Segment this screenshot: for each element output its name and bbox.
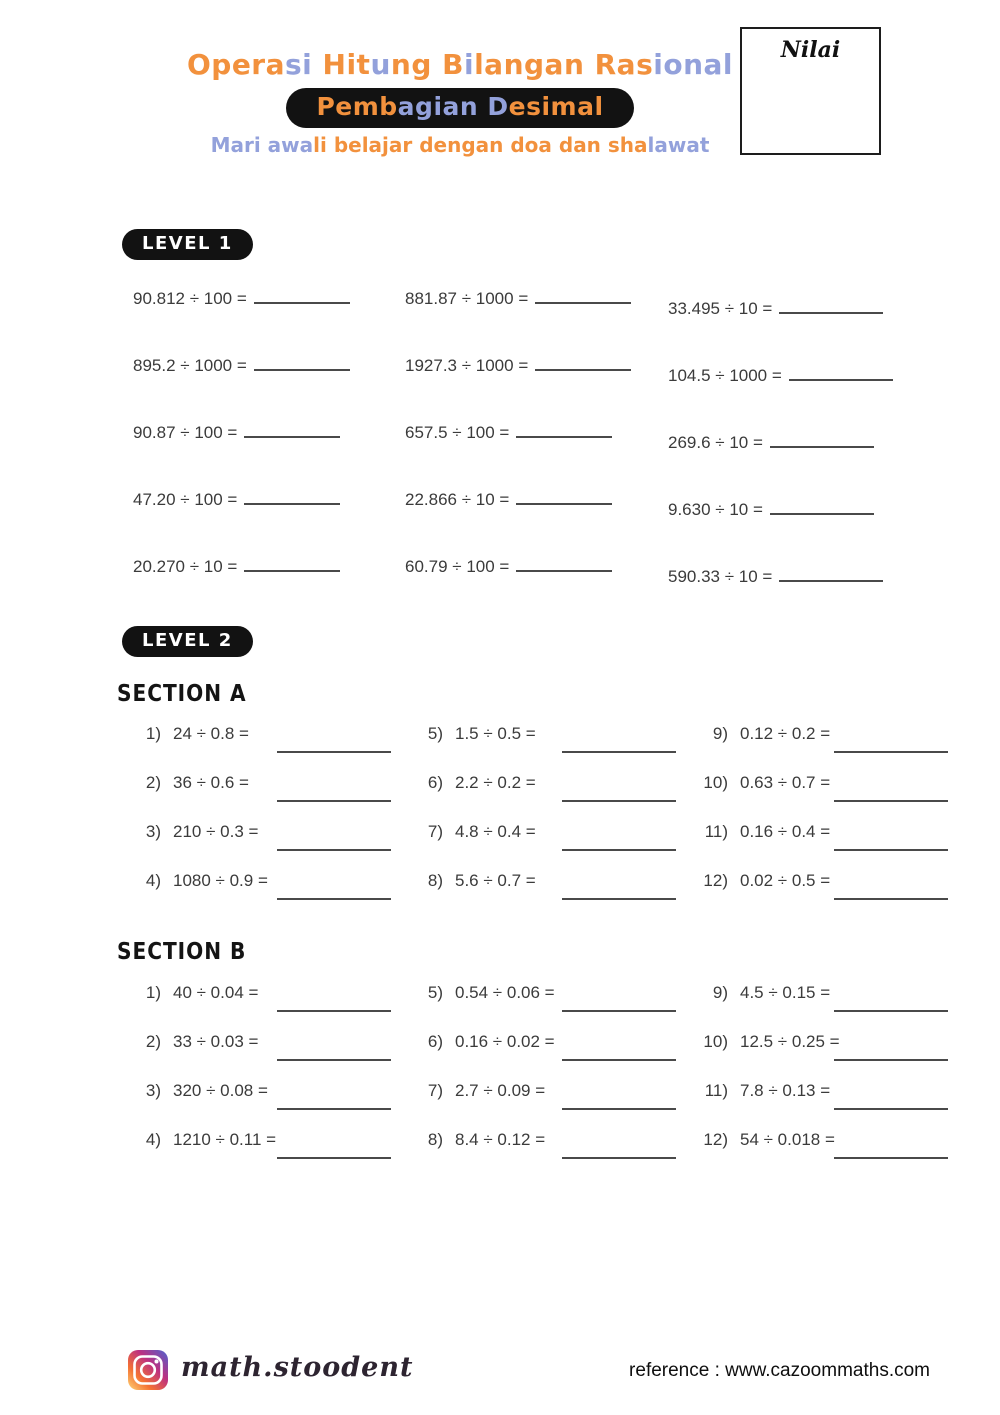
section-a-problem [690, 871, 962, 920]
title-segment: ng B [390, 48, 464, 81]
problem-expression: 657.5 ÷ 100 = [405, 423, 510, 443]
problem-text [123, 724, 405, 744]
section-a-title: SECTION A [117, 680, 247, 707]
section-b-problem [123, 1032, 405, 1081]
level1-problem [405, 288, 668, 355]
problem-number: 2) [145, 773, 161, 792]
subtitle-segment: Mari awa [210, 133, 314, 157]
answer-line [779, 298, 883, 314]
problem-expression: 9.630 ÷ 10 = [668, 500, 763, 520]
problem-number: 3) [145, 1081, 161, 1100]
problem-expression: 90.87 ÷ 100 = [133, 423, 238, 443]
answer-line [562, 800, 676, 802]
answer-line [535, 355, 631, 371]
problem-expression: 0.12 ÷ 0.2 = [740, 724, 831, 743]
problem-text [123, 822, 405, 842]
answer-line [562, 1157, 676, 1159]
badge-segment: esimal [508, 92, 604, 121]
answer-line [562, 1010, 676, 1012]
problem-text [123, 773, 405, 793]
problem-text [405, 822, 690, 842]
level1-problem [133, 422, 405, 489]
problem-expression: 90.812 ÷ 100 = [133, 289, 247, 309]
problem-number: 10) [703, 773, 728, 792]
section-b-problem [405, 1032, 690, 1081]
section-b-problem [405, 983, 690, 1032]
section-a-problem [690, 773, 962, 822]
answer-line [535, 288, 631, 304]
problem-number: 6) [427, 1032, 443, 1051]
problem-text [690, 1032, 962, 1052]
level1-problem [668, 288, 973, 355]
problem-number: 11) [704, 1081, 728, 1100]
answer-line [277, 1010, 391, 1012]
title-segment: ional [653, 48, 734, 81]
instagram-icon [127, 1349, 169, 1391]
section-a-problem [123, 773, 405, 822]
section-b-problem [405, 1130, 690, 1179]
subtitle-segment: lawat [647, 133, 710, 157]
answer-line [244, 556, 340, 572]
section-b-problem [123, 983, 405, 1032]
title-segment: Opera [186, 48, 286, 81]
level1-problem [133, 489, 405, 556]
problem-expression: 881.87 ÷ 1000 = [405, 289, 529, 309]
level1-problem [668, 422, 973, 489]
problem-number: 8) [427, 1130, 443, 1149]
answer-line [516, 422, 612, 438]
answer-line [834, 1010, 948, 1012]
section-b-problem [690, 983, 962, 1032]
problem-expression: 0.02 ÷ 0.5 = [740, 871, 831, 890]
problem-number: 7) [427, 822, 443, 841]
level1-problem [668, 489, 973, 556]
problem-text [690, 822, 962, 842]
problem-expression: 4.8 ÷ 0.4 = [455, 822, 536, 841]
section-b-problem [123, 1130, 405, 1179]
problem-text [690, 1130, 962, 1150]
problem-number: 12) [703, 871, 728, 890]
answer-line [277, 898, 391, 900]
answer-line [516, 556, 612, 572]
answer-line [277, 800, 391, 802]
problem-text [405, 1130, 690, 1150]
problem-number: 4) [145, 871, 161, 890]
level1-problem [668, 556, 973, 623]
section-a-problem [123, 871, 405, 920]
problem-expression: 20.270 ÷ 10 = [133, 557, 238, 577]
problem-expression: 7.8 ÷ 0.13 = [740, 1081, 831, 1100]
answer-line [277, 849, 391, 851]
level1-problems-grid [133, 288, 973, 623]
answer-line [770, 432, 874, 448]
problem-text [690, 724, 962, 744]
section-b-problem [405, 1081, 690, 1130]
problem-expression: 2.2 ÷ 0.2 = [455, 773, 536, 792]
section-b-problem [690, 1130, 962, 1179]
problem-expression: 47.20 ÷ 100 = [133, 490, 238, 510]
answer-line [834, 1157, 948, 1159]
answer-line [789, 365, 893, 381]
problem-text [123, 1081, 405, 1101]
answer-line [834, 1059, 948, 1061]
problem-text [123, 1130, 405, 1150]
answer-line [834, 751, 948, 753]
problem-text [405, 871, 690, 891]
answer-line [834, 800, 948, 802]
problem-text [690, 1081, 962, 1101]
title-segment: Hit [312, 48, 371, 81]
section-a-problems-grid [123, 724, 968, 920]
problem-expression: 33.495 ÷ 10 = [668, 299, 773, 319]
problem-number: 6) [427, 773, 443, 792]
level1-problem [405, 556, 668, 623]
level1-problem [133, 556, 405, 623]
problem-number: 5) [427, 983, 443, 1002]
problem-expression: 269.6 ÷ 10 = [668, 433, 763, 453]
problem-text [405, 983, 690, 1003]
level1-problem [133, 288, 405, 355]
section-a-problem [405, 724, 690, 773]
answer-line [244, 422, 340, 438]
problem-expression: 0.54 ÷ 0.06 = [455, 983, 555, 1002]
problem-expression: 2.7 ÷ 0.09 = [455, 1081, 546, 1100]
level1-problem [405, 355, 668, 422]
answer-line [277, 1059, 391, 1061]
problem-number: 10) [703, 1032, 728, 1051]
problem-expression: 60.79 ÷ 100 = [405, 557, 510, 577]
problem-expression: 8.4 ÷ 0.12 = [455, 1130, 546, 1149]
problem-expression: 12.5 ÷ 0.25 = [740, 1032, 840, 1051]
level2-badge: LEVEL 2 [122, 626, 253, 657]
problem-expression: 0.16 ÷ 0.4 = [740, 822, 831, 841]
answer-line [834, 898, 948, 900]
section-a-problem [405, 773, 690, 822]
problem-text [405, 1032, 690, 1052]
subtitle-segment: li belajar dengan doa dan sha [313, 133, 648, 157]
section-b-problem [690, 1081, 962, 1130]
problem-number: 9) [712, 724, 728, 743]
answer-line [779, 566, 883, 582]
answer-line [277, 1108, 391, 1110]
problem-text [690, 871, 962, 891]
problem-expression: 1.5 ÷ 0.5 = [455, 724, 536, 743]
reference-text: reference : www.cazoommaths.com [629, 1360, 930, 1381]
answer-line [277, 751, 391, 753]
problem-expression: 895.2 ÷ 1000 = [133, 356, 247, 376]
section-b-title: SECTION B [117, 938, 247, 965]
answer-line [770, 499, 874, 515]
problem-expression: 54 ÷ 0.018 = [740, 1130, 835, 1149]
problem-expression: 1210 ÷ 0.11 = [173, 1130, 277, 1149]
title-segment: langan Ras [474, 48, 654, 81]
level1-problem [668, 355, 973, 422]
level1-badge: LEVEL 1 [122, 229, 253, 260]
answer-line [254, 355, 350, 371]
section-b-problems-grid [123, 983, 968, 1179]
problem-text [123, 1032, 405, 1052]
problem-expression: 24 ÷ 0.8 = [173, 724, 249, 743]
subtitle-badge [286, 88, 633, 128]
problem-expression: 36 ÷ 0.6 = [173, 773, 249, 792]
problem-expression: 320 ÷ 0.08 = [173, 1081, 268, 1100]
answer-line [562, 751, 676, 753]
section-a-problem [405, 822, 690, 871]
answer-line [277, 1157, 391, 1159]
problem-text [690, 773, 962, 793]
section-b-problem [690, 1032, 962, 1081]
problem-expression: 4.5 ÷ 0.15 = [740, 983, 831, 1002]
problem-text [123, 983, 405, 1003]
answer-line [562, 849, 676, 851]
instagram-handle: math.stoodent [181, 1352, 414, 1383]
level1-problem [133, 355, 405, 422]
problem-number: 3) [145, 822, 161, 841]
grade-box-label: Nilai [780, 37, 841, 63]
problem-number: 1) [145, 983, 161, 1002]
title-segment: i [463, 48, 475, 81]
answer-line [516, 489, 612, 505]
problem-expression: 40 ÷ 0.04 = [173, 983, 259, 1002]
problem-number: 9) [712, 983, 728, 1002]
grade-box [740, 27, 881, 155]
answer-line [562, 898, 676, 900]
problem-expression: 1927.3 ÷ 1000 = [405, 356, 529, 376]
problem-number: 4) [145, 1130, 161, 1149]
problem-expression: 210 ÷ 0.3 = [173, 822, 259, 841]
problem-number: 7) [427, 1081, 443, 1100]
answer-line [562, 1059, 676, 1061]
answer-line [562, 1108, 676, 1110]
problem-expression: 33 ÷ 0.03 = [173, 1032, 259, 1051]
section-b-problem [123, 1081, 405, 1130]
section-a-problem [690, 724, 962, 773]
problem-expression: 590.33 ÷ 10 = [668, 567, 773, 587]
badge-segment: Pemb [316, 92, 398, 121]
section-a-problem [123, 724, 405, 773]
problem-expression: 1080 ÷ 0.9 = [173, 871, 268, 890]
problem-text [405, 1081, 690, 1101]
problem-number: 1) [145, 724, 161, 743]
problem-expression: 5.6 ÷ 0.7 = [455, 871, 536, 890]
section-a-problem [690, 822, 962, 871]
section-a-problem [123, 822, 405, 871]
problem-text [405, 773, 690, 793]
badge-segment: agian D [397, 92, 509, 121]
answer-line [834, 849, 948, 851]
problem-number: 2) [145, 1032, 161, 1051]
problem-number: 5) [427, 724, 443, 743]
problem-number: 8) [427, 871, 443, 890]
problem-expression: 22.866 ÷ 10 = [405, 490, 510, 510]
problem-number: 12) [703, 1130, 728, 1149]
problem-number: 11) [704, 822, 728, 841]
answer-line [254, 288, 350, 304]
level1-problem [405, 489, 668, 556]
title-segment: si [285, 48, 313, 81]
problem-text [690, 983, 962, 1003]
problem-text [405, 724, 690, 744]
problem-expression: 0.63 ÷ 0.7 = [740, 773, 831, 792]
section-a-problem [405, 871, 690, 920]
problem-expression: 0.16 ÷ 0.02 = [455, 1032, 555, 1051]
problem-text [123, 871, 405, 891]
title-segment: u [370, 48, 391, 81]
answer-line [244, 489, 340, 505]
level1-problem [405, 422, 668, 489]
problem-expression: 104.5 ÷ 1000 = [668, 366, 782, 386]
answer-line [834, 1108, 948, 1110]
